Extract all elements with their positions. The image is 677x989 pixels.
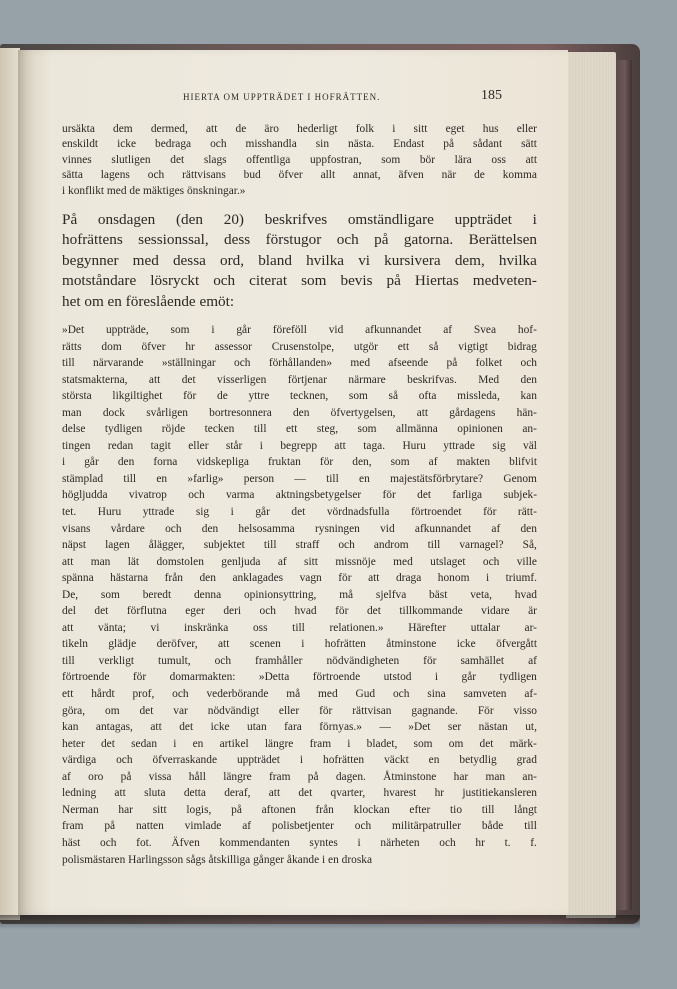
text-line: De, som beredt denna opinionsyttring, må sjelfva bäst veta, hvad xyxy=(62,588,537,601)
text-line: fram på natten vimlade af polisbetjenter och militärpatruller både till xyxy=(62,820,537,833)
book-page xyxy=(18,50,568,915)
text-line: tet. Huru yttrade sig i går det vördnadsfulla förtroendet för rätt- xyxy=(62,506,537,519)
paragraph-1 xyxy=(62,122,537,199)
text-line: del det förflutna eger deri och hvad för det tillkommande vidare är xyxy=(62,605,537,618)
paragraph-3 xyxy=(62,322,537,868)
text-line: visans vårdare och den helsosamma rysningen vid afkunnandet af den xyxy=(62,522,537,535)
page-shadow xyxy=(0,915,640,929)
text-line: till närvarande »ställningar och förhållanden» med afseende på folket och xyxy=(62,357,537,370)
text-line: sätta lagens och rättvisans bud öfver allt annat, äfven när de komma xyxy=(62,169,537,182)
page-edges xyxy=(566,52,616,918)
text-line: heter det sedan i en artikel längre fram i bladet, som om det märk- xyxy=(62,737,537,750)
text-line: het om en föreslående emöt: xyxy=(62,292,235,310)
text-line: i går den forna vidskepliga fruktan för den, som af makten blifvit xyxy=(62,456,537,469)
text-line: tikeln glädje deröfver, att scenen i hofrätten åtminstone icke öfvergått xyxy=(62,638,537,651)
text-line: värdiga och öfverraskande uppträdet i hofrätten väckt en betydlig grad xyxy=(62,754,537,767)
text-line: att man lät domstolen genljuda af sitt missnöje med utslaget och ville xyxy=(62,555,537,568)
running-title: HIERTA OM UPPTRÄDET I HOFRÄTTEN. xyxy=(183,92,381,102)
text-line: begynner med dessa ord, bland hvilka vi kursivera dem, hvilka xyxy=(62,251,537,269)
text-line: häst och fot. Äfven kommendanten syntes i närheten och hr t. f. xyxy=(62,836,537,849)
text-line: kan antagas, att det icke utan fara förnyas.» — »Det ser nästan ut, xyxy=(62,721,537,734)
text-line: »Det uppträde, som i går föreföll vid afkunnandet af Svea hof- xyxy=(62,324,537,336)
text-line: spänna hästarna från den anklagades vagn för att draga honom i triumf. xyxy=(62,572,537,585)
text-line: polismästaren Harlingsson sågs åtskilliga gånger åkande i en droska xyxy=(62,853,372,866)
text-line: göra, om det var nödvändigt eller för rättvisan gagnande. För visso xyxy=(62,704,537,717)
text-line: hofrättens sessionssal, dess förstugor och på gatorna. Berättelsen xyxy=(62,231,537,249)
paragraph-2 xyxy=(62,210,537,312)
text-line: På onsdagen (den 20) beskrifves omständligare uppträdet i xyxy=(62,211,537,228)
text-line: största likgiltighet för de yttre tecknen, som så ofta missleda, kan xyxy=(62,390,537,403)
text-line: stämplad till en »farlig» person — till en majestätsförbrytare? Genom xyxy=(62,472,537,485)
book-spine-edge xyxy=(614,60,632,910)
text-line: i konflikt med de mäktiges önskningar.» xyxy=(62,184,246,197)
text-line: delse tydligen röjde tecken till ett steg, som allmänna opinionen an- xyxy=(62,423,537,436)
text-line: att vänta; vi inskränka oss till relationen.» Härefter uttalar ar- xyxy=(62,621,537,634)
text-line: tingen redan tagit eller står i begrepp att taga. Huru yttrade sig väl xyxy=(62,439,537,452)
text-line: motståndare lösryckt och citerat som bevis på Hiertas medveten- xyxy=(62,272,537,290)
text-line: ett hårdt prof, och vederbörande må med Gud och sina samveten af- xyxy=(62,688,537,701)
text-line: ledning att sluta detta deraf, att det qvarter, hvarest hr justitiekansleren xyxy=(62,787,537,800)
text-line: Nerman har sitt logis, på aftonen från klockan efter tio till långt xyxy=(62,803,537,816)
text-line: näpst lagen ålägger, subjektet till straff och androm till varnagel? Så, xyxy=(62,539,537,552)
text-line: vinnes slutligen det slags offentliga uppfostran, som bör lära oss att xyxy=(62,153,537,166)
text-line: högljudda vivatrop och varma aktningsbetygelser för det farliga subjek- xyxy=(62,489,537,502)
text-line: enskildt icke bedraga och misshandla sin nästa. Endast på sådant sätt xyxy=(62,138,537,151)
text-line: ursäkta dem dermed, att de äro hederligt folk i sitt eget hus eller xyxy=(62,123,537,135)
page-header xyxy=(18,88,568,108)
text-line: rätts dom öfver hr assessor Crusenstolpe, utgör ett så vigtigt bidrag xyxy=(62,340,537,353)
left-page-edge xyxy=(0,48,20,920)
text-line: man dock svårligen bortresonnera den öfvertygelsen, att gårdagens hän- xyxy=(62,406,537,419)
text-line: statsmakterna, att det visserligen förtjenar närmare beskrifvas. Med den xyxy=(62,373,537,386)
text-line: förtroende för domarmakten: »Detta förtroende utstod i går tydligen xyxy=(62,671,537,684)
page-number: 185 xyxy=(481,88,502,103)
text-line: af oro på vissa håll längre fram på dagen. Åtminstone har man an- xyxy=(62,770,537,783)
text-line: till verkligt tumult, och framhåller nödvändigheten för samhället af xyxy=(62,654,537,667)
